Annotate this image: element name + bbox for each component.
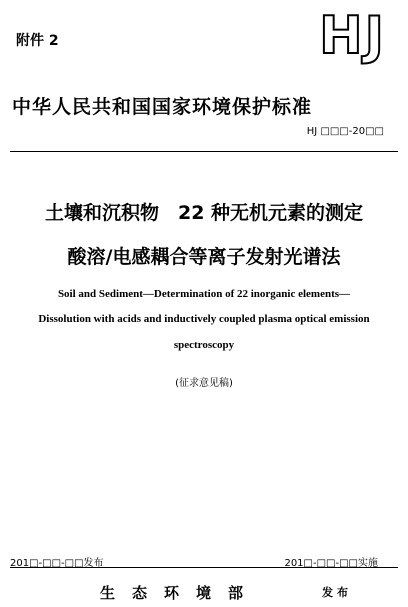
issue-date: 201□-□□-□□发布: [10, 558, 104, 569]
hj-logo: HJ: [319, 6, 386, 66]
draft-note: (征求意见稿): [175, 378, 233, 389]
cn-title-line-2: 酸溶/电感耦合等离子发射光谱法: [67, 246, 341, 268]
cn-title-line-1: 土壤和沉积物 22 种无机元素的测定: [44, 202, 364, 224]
header-divider: [10, 151, 398, 152]
attachment-label: 附件 2: [16, 33, 59, 49]
effective-date: 201□-□□-□□实施: [284, 558, 378, 569]
en-title-line-3: spectroscopy: [173, 339, 235, 351]
footer-divider: [10, 567, 398, 568]
publish-label: 发布: [322, 586, 352, 599]
en-title-line-2: Dissolution with acids and inductively coupled plasma optical emission: [38, 313, 370, 325]
standard-number: HJ □□□-20□□: [306, 126, 384, 137]
en-title-line-1: Soil and Sediment—Determination of 22 inorganic elements—: [57, 288, 351, 300]
standard-title: 中华人民共和国国家环境保护标准: [12, 96, 313, 118]
publisher-name: 生态环境部: [100, 584, 261, 602]
